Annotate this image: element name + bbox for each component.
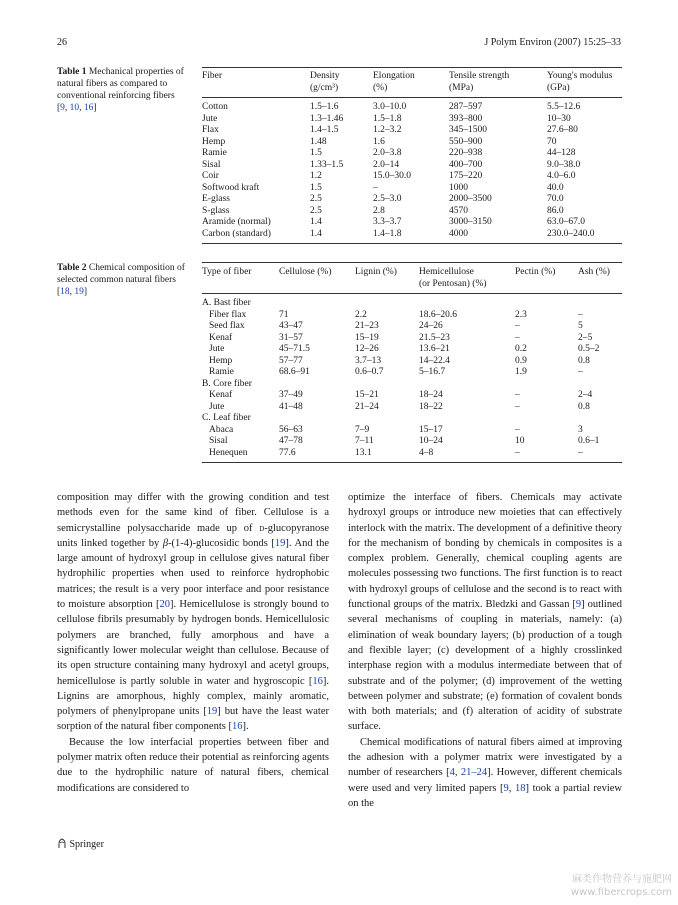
table-cell: 0.5–2: [578, 344, 600, 354]
table-cell: Jute: [209, 401, 225, 412]
table-cell: 0.6–1: [578, 436, 600, 446]
column-header-unit: (%): [373, 82, 388, 93]
table-cell: 9.0–38.0: [547, 159, 581, 170]
table-cell: –: [515, 321, 520, 331]
table-cell: 2.5: [310, 205, 322, 216]
table-cell: 1.9: [515, 367, 527, 377]
table-cell: 2.3: [515, 309, 527, 320]
table-cell: –: [578, 367, 583, 377]
column-header-line: Density: [310, 71, 340, 81]
column-header-line: Ash (%): [578, 267, 610, 277]
table-row: [202, 148, 622, 160]
table2-caption-text: Chemical composition of selected common natural fibers [: [57, 263, 185, 297]
table-cell: 68.6–91: [279, 367, 310, 377]
table-row: [202, 194, 622, 206]
table-cell: 5: [578, 321, 583, 331]
table-row: [202, 217, 622, 229]
table1-header-row: [202, 68, 622, 98]
table-cell: 4–8: [419, 447, 434, 458]
table-cell: 400–700: [449, 159, 483, 170]
text-run: -(1-4)-glucosidic bonds [: [168, 537, 275, 549]
table-cell: 2.2: [355, 309, 367, 320]
table-cell: 3.7–13: [355, 355, 382, 366]
column-header-unit: (GPa): [547, 82, 570, 93]
table-cell: 13.6–21: [419, 344, 450, 354]
table2-caption: Table 2 Chemical composition of selected common natural fibers [18, 19]: [57, 263, 185, 297]
table-cell: –: [515, 332, 520, 343]
table-cell: Cotton: [202, 98, 310, 114]
table-cell: –: [578, 447, 583, 458]
watermark: [571, 873, 672, 899]
table-cell: 2.8: [373, 205, 385, 216]
table-cell: 57–77: [279, 355, 303, 366]
table-cell: 18.6–20.6: [419, 309, 457, 320]
column-header: [202, 68, 310, 98]
table-cell: 1.4–1.5: [310, 125, 339, 135]
table-row: [202, 344, 622, 356]
table-cell: Kenaf: [209, 390, 233, 400]
table-cell: 1.4: [310, 228, 322, 239]
table-cell: 13.1: [355, 447, 372, 458]
text-run: ]. However, different chemicals were used and very limited papers [: [348, 767, 622, 794]
column-header: [373, 68, 449, 98]
table-cell: Sisal: [209, 436, 228, 446]
table-cell: 1.2–3.2: [373, 125, 402, 135]
table-cell: 18–24: [419, 390, 443, 400]
table-cell: 1.48: [310, 136, 327, 147]
small-caps-text: d: [259, 522, 265, 534]
paragraph: [348, 490, 622, 735]
table-cell: 7–11: [355, 436, 374, 446]
table-cell: Carbon (standard): [202, 228, 271, 239]
table-cell: 550–900: [449, 136, 483, 147]
table-cell: 5–16.7: [419, 367, 446, 377]
table-row: [202, 171, 622, 183]
reference-link[interactable]: 20: [159, 599, 171, 611]
reference-link[interactable]: 16: [231, 721, 243, 733]
table-cell: 14–22.4: [419, 355, 450, 366]
table-cell: 0.9: [515, 355, 527, 366]
table-cell: 24–26: [419, 321, 443, 331]
table-cell: 15–21: [355, 390, 379, 400]
section-title: A. Bast fiber: [202, 294, 622, 310]
table-cell: 15–19: [355, 332, 379, 343]
table-cell: 71: [279, 309, 289, 320]
table-cell: 1.5–1.8: [373, 113, 402, 124]
text-run: ]. And the large amount of hydroxyl group in cellulose gives natural fiber hydrophilic properties when used to reinforce hydrophobic matrices; the result is a very poor interface and poor resistance to moisture absorption [: [57, 537, 329, 611]
table2-caption-label: Table 2: [57, 263, 87, 273]
paragraph: [57, 490, 329, 735]
table-row: [202, 229, 622, 244]
table-row: [202, 160, 622, 172]
right-text-column: [348, 490, 622, 811]
table-cell: 2–5: [578, 332, 593, 343]
table-cell: 27.6–80: [547, 125, 578, 135]
column-header: [279, 263, 355, 294]
table-cell: 41–48: [279, 401, 303, 412]
table-cell: Softwood kraft: [202, 182, 260, 193]
column-header: [202, 263, 279, 294]
reference-link[interactable]: 10: [69, 103, 80, 113]
table-cell: 1.5: [310, 182, 322, 193]
table-cell: –: [515, 390, 520, 400]
text-run: ,: [508, 782, 515, 794]
table-cell: 70.0: [547, 194, 564, 204]
table-cell: 2.5: [310, 194, 322, 204]
text-run: ]. Hemicellulose is strongly bound to cellulose fibrils presumably by hydrogen bonds. Hemicellulosic polymers are branched, fully amorphous and have a significantly lower molecular weight than cellulose. Because of its open structure containing many hydroxyl and acetyl groups, hemicellulose is partly soluble in water and hygroscopic [: [57, 599, 329, 687]
column-header-unit: (MPa): [449, 82, 474, 93]
table-cell: Jute: [209, 344, 225, 354]
text-run: Because the low interfacial properties between fiber and polymer matrix often reduce their potential as reinforcing agents due to the hydrophilic nature of natural fibers, chemical modifications are considered to: [57, 736, 329, 794]
table1: [202, 67, 622, 244]
reference-link[interactable]: 18: [515, 782, 526, 794]
table-cell: 5.5–12.6: [547, 98, 622, 114]
column-header-line: Tensile strength: [449, 71, 510, 81]
table-cell: Fiber flax: [209, 309, 247, 320]
table-cell: 287–597: [449, 98, 547, 114]
math-symbol: β: [162, 537, 169, 549]
table-cell: 230.0–240.0: [547, 228, 595, 239]
section-row: [202, 413, 622, 425]
table1-caption: Table 1 Mechanical properties of natural fibers as compared to conventional reinforcing fibers [9, 10, 16]: [57, 67, 184, 113]
table-row: [202, 321, 622, 333]
table-cell: 1.3–1.46: [310, 113, 344, 124]
table-cell: 4570: [449, 205, 468, 216]
table1-caption-label: Table 1: [57, 67, 87, 77]
text-run: ] took a partial review on the: [348, 782, 622, 809]
watermark-line2: www.fibercrops.com: [570, 887, 672, 898]
table-cell: –: [578, 309, 583, 320]
text-run: optimize the interface of fibers. Chemicals may activate hydroxyl groups or introduce new moieties that can effectively interlock with the matrix. The development of a definitive theory for the mechanism of bonding by chemicals in composites is a complex problem. Generally, chemical coupling agents are molecules possessing two functions. The first function is to react with hydroxyl groups of cellulose and the second is to react with functional groups of the matrix. Bledzki and Gassan [: [348, 492, 622, 611]
table-cell: 31–57: [279, 332, 303, 343]
table-row: [202, 333, 622, 345]
table-cell: 15.0–30.0: [373, 171, 411, 181]
reference-link[interactable]: 16: [312, 675, 323, 687]
column-header: [310, 68, 373, 98]
table-cell: 43–47: [279, 321, 303, 331]
table-cell: 86.0: [547, 205, 564, 216]
table-row: [202, 310, 622, 322]
table-cell: E-glass: [202, 194, 230, 204]
table-cell: Abaca: [209, 424, 234, 435]
table-row: [202, 114, 622, 126]
table-cell: 40.0: [547, 182, 564, 193]
text-run: -glucopyranose units linked together by: [57, 522, 329, 549]
text-run: ,: [454, 767, 461, 779]
table-row: [202, 436, 622, 448]
table-cell: 15–17: [419, 424, 443, 435]
table2: [202, 262, 622, 463]
text-run: ] outlined several mechanisms of coupling in materials, namely: (a) elimination of weak boundary layers; (b) production of a tough and flexible layer; (c) development of a highly crosslinked interphase region with a modulus intermediate between that of substrate and of the polymer; (d) improvement of the wetting between polymer and substrate; (e) formation of covalent bonds with both materials; and (f) alteration of acidity of substrate surface.: [348, 599, 622, 733]
table-cell: 1000: [449, 182, 468, 193]
paragraph: [348, 735, 622, 811]
section-title: C. Leaf fiber: [202, 413, 251, 423]
table-cell: 175–220: [449, 171, 483, 181]
table-row: [202, 402, 622, 414]
reference-link[interactable]: 18: [60, 287, 70, 297]
table2-header-row: [202, 263, 622, 294]
table-cell: 1.33–1.5: [310, 159, 344, 170]
table-cell: Coir: [202, 171, 219, 181]
table-row: [202, 425, 622, 437]
table-row: [202, 367, 622, 379]
reference-link[interactable]: 21–24: [460, 767, 488, 779]
column-header-unit: (g/cm³): [310, 82, 339, 93]
table-cell: Flax: [202, 125, 219, 135]
table-cell: Kenaf: [209, 332, 233, 343]
table-cell: 3: [578, 424, 583, 435]
table-cell: 2.5–3.0: [373, 194, 402, 204]
table-cell: 0.6–0.7: [355, 367, 384, 377]
column-header-line: Fiber: [202, 71, 223, 81]
table-cell: 70: [547, 136, 557, 147]
table-cell: 4.0–6.0: [547, 171, 576, 181]
column-header-line: Pectin (%): [515, 267, 556, 277]
table-cell: 3.3–3.7: [373, 217, 402, 227]
table-cell: 1.4–1.8: [373, 228, 402, 239]
table-cell: 3000–3150: [449, 217, 492, 227]
reference-link[interactable]: 19: [206, 706, 218, 718]
table-cell: 37–49: [279, 390, 303, 400]
reference-link[interactable]: 4: [449, 767, 455, 779]
table-cell: –: [373, 182, 378, 193]
journal-header: J Polym Environ (2007) 15:25–33: [484, 37, 621, 48]
column-header: [547, 68, 622, 98]
table-cell: 1.4: [310, 217, 322, 227]
table-cell: 4000: [449, 228, 468, 239]
section-row: [202, 379, 622, 391]
column-header: [515, 263, 578, 294]
table-cell: 21–24: [355, 401, 379, 412]
reference-link[interactable]: 9: [575, 599, 582, 611]
table-cell: 77.6: [279, 447, 296, 458]
reference-link[interactable]: 16: [83, 103, 94, 113]
table-cell: 0.2: [515, 344, 527, 354]
column-header: [355, 263, 419, 294]
column-header-line: Hemicellulose: [419, 267, 474, 277]
table-cell: 1.5: [310, 148, 322, 158]
table-cell: –: [515, 401, 520, 412]
table-cell: 10: [515, 436, 525, 446]
table-cell: 0.8: [578, 401, 590, 412]
table-cell: 2.0–3.8: [373, 148, 402, 158]
table-cell: 7–9: [355, 424, 370, 435]
table-row: [202, 125, 622, 137]
publisher-name: Springer: [69, 839, 104, 850]
text-run: composition may differ with the growing condition and test methods even for the same kind of fiber. Cellulose is a semicrystalline polysaccharide made up of: [57, 492, 329, 534]
table-cell: 2–4: [578, 390, 593, 400]
table-cell: Henequen: [209, 447, 248, 458]
table-row: [202, 98, 622, 114]
table-cell: S-glass: [202, 205, 230, 216]
table-cell: 10–24: [419, 436, 443, 446]
column-header-line: Elongation: [373, 71, 415, 81]
watermark-line1: 麻类作物营养与施肥网: [572, 874, 672, 885]
reference-link[interactable]: 9: [503, 782, 509, 794]
table-cell: 2000–3500: [449, 194, 492, 204]
table-cell: 1.6: [373, 136, 385, 147]
table-cell: 1.2: [310, 171, 322, 181]
table-cell: Hemp: [209, 355, 233, 366]
column-header-line: Young's modulus: [547, 71, 613, 81]
table-cell: 21.5–23: [419, 332, 450, 343]
table-cell: 44–128: [547, 148, 576, 158]
table-cell: 2.0–14: [373, 159, 400, 170]
table-row: [202, 390, 622, 402]
table-row: [202, 137, 622, 149]
table-row: [202, 356, 622, 368]
table-cell: 21–23: [355, 321, 379, 331]
table-cell: 220–938: [449, 148, 483, 158]
table-cell: 63.0–67.0: [547, 217, 585, 227]
table-cell: Jute: [202, 113, 218, 124]
table-cell: 393–800: [449, 113, 483, 124]
table-cell: –: [515, 424, 520, 435]
column-header-line: Type of fiber: [202, 267, 252, 277]
table-cell: Ramie: [202, 148, 227, 158]
table-cell: Seed flax: [209, 321, 245, 331]
section-title: B. Core fiber: [202, 378, 252, 389]
footer-publisher: [57, 838, 104, 852]
column-header: [578, 263, 622, 294]
table-cell: 56–63: [279, 424, 303, 435]
table-cell: Sisal: [202, 159, 221, 170]
column-header-line: Lignin (%): [355, 267, 397, 277]
page-number: 26: [57, 37, 67, 48]
table-cell: 0.8: [578, 355, 590, 366]
table-cell: 345–1500: [449, 125, 487, 135]
column-header: [449, 68, 547, 98]
table1-caption-text: Mechanical properties of natural fibers as compared to conventional reinforcing fibers [: [57, 67, 184, 113]
column-header-unit: (or Pentosan) (%): [419, 278, 487, 289]
table-cell: 3.0–10.0: [373, 98, 449, 114]
column-header: [419, 263, 515, 294]
table-row: [202, 183, 622, 195]
table-row: [202, 206, 622, 218]
text-run: Chemical modifications of natural fibers aimed at improving the adhesion with a polymer matrix were investigated by a number of researchers [: [348, 736, 622, 779]
table-cell: Ramie: [209, 367, 234, 377]
reference-link[interactable]: 19: [74, 287, 84, 297]
section-row: [202, 294, 622, 310]
paragraph: [57, 735, 329, 796]
text-run: ] but have the least water sorption of the natural fiber components [: [57, 706, 329, 733]
table-cell: 10–30: [547, 113, 571, 124]
table-cell: 45–71.5: [279, 344, 310, 354]
text-run: ].: [242, 721, 249, 733]
reference-link[interactable]: 9: [60, 103, 65, 113]
table-cell: Hemp: [202, 136, 226, 147]
reference-link[interactable]: 19: [274, 537, 286, 549]
column-header-line: Cellulose (%): [279, 267, 332, 277]
table-cell: 18–22: [419, 401, 443, 412]
springer-logo-icon: [57, 838, 67, 852]
table-cell: 12–26: [355, 344, 379, 354]
table-cell: Aramide (normal): [202, 217, 271, 227]
left-text-column: [57, 490, 329, 796]
table-row: [202, 448, 622, 463]
table-cell: 1.5–1.6: [310, 98, 373, 114]
text-run: ]. Lignins are amorphous, highly complex, mainly aromatic, polymers of phenylpropane units [: [57, 675, 329, 718]
table-cell: –: [515, 447, 520, 458]
table-cell: 47–78: [279, 436, 303, 446]
